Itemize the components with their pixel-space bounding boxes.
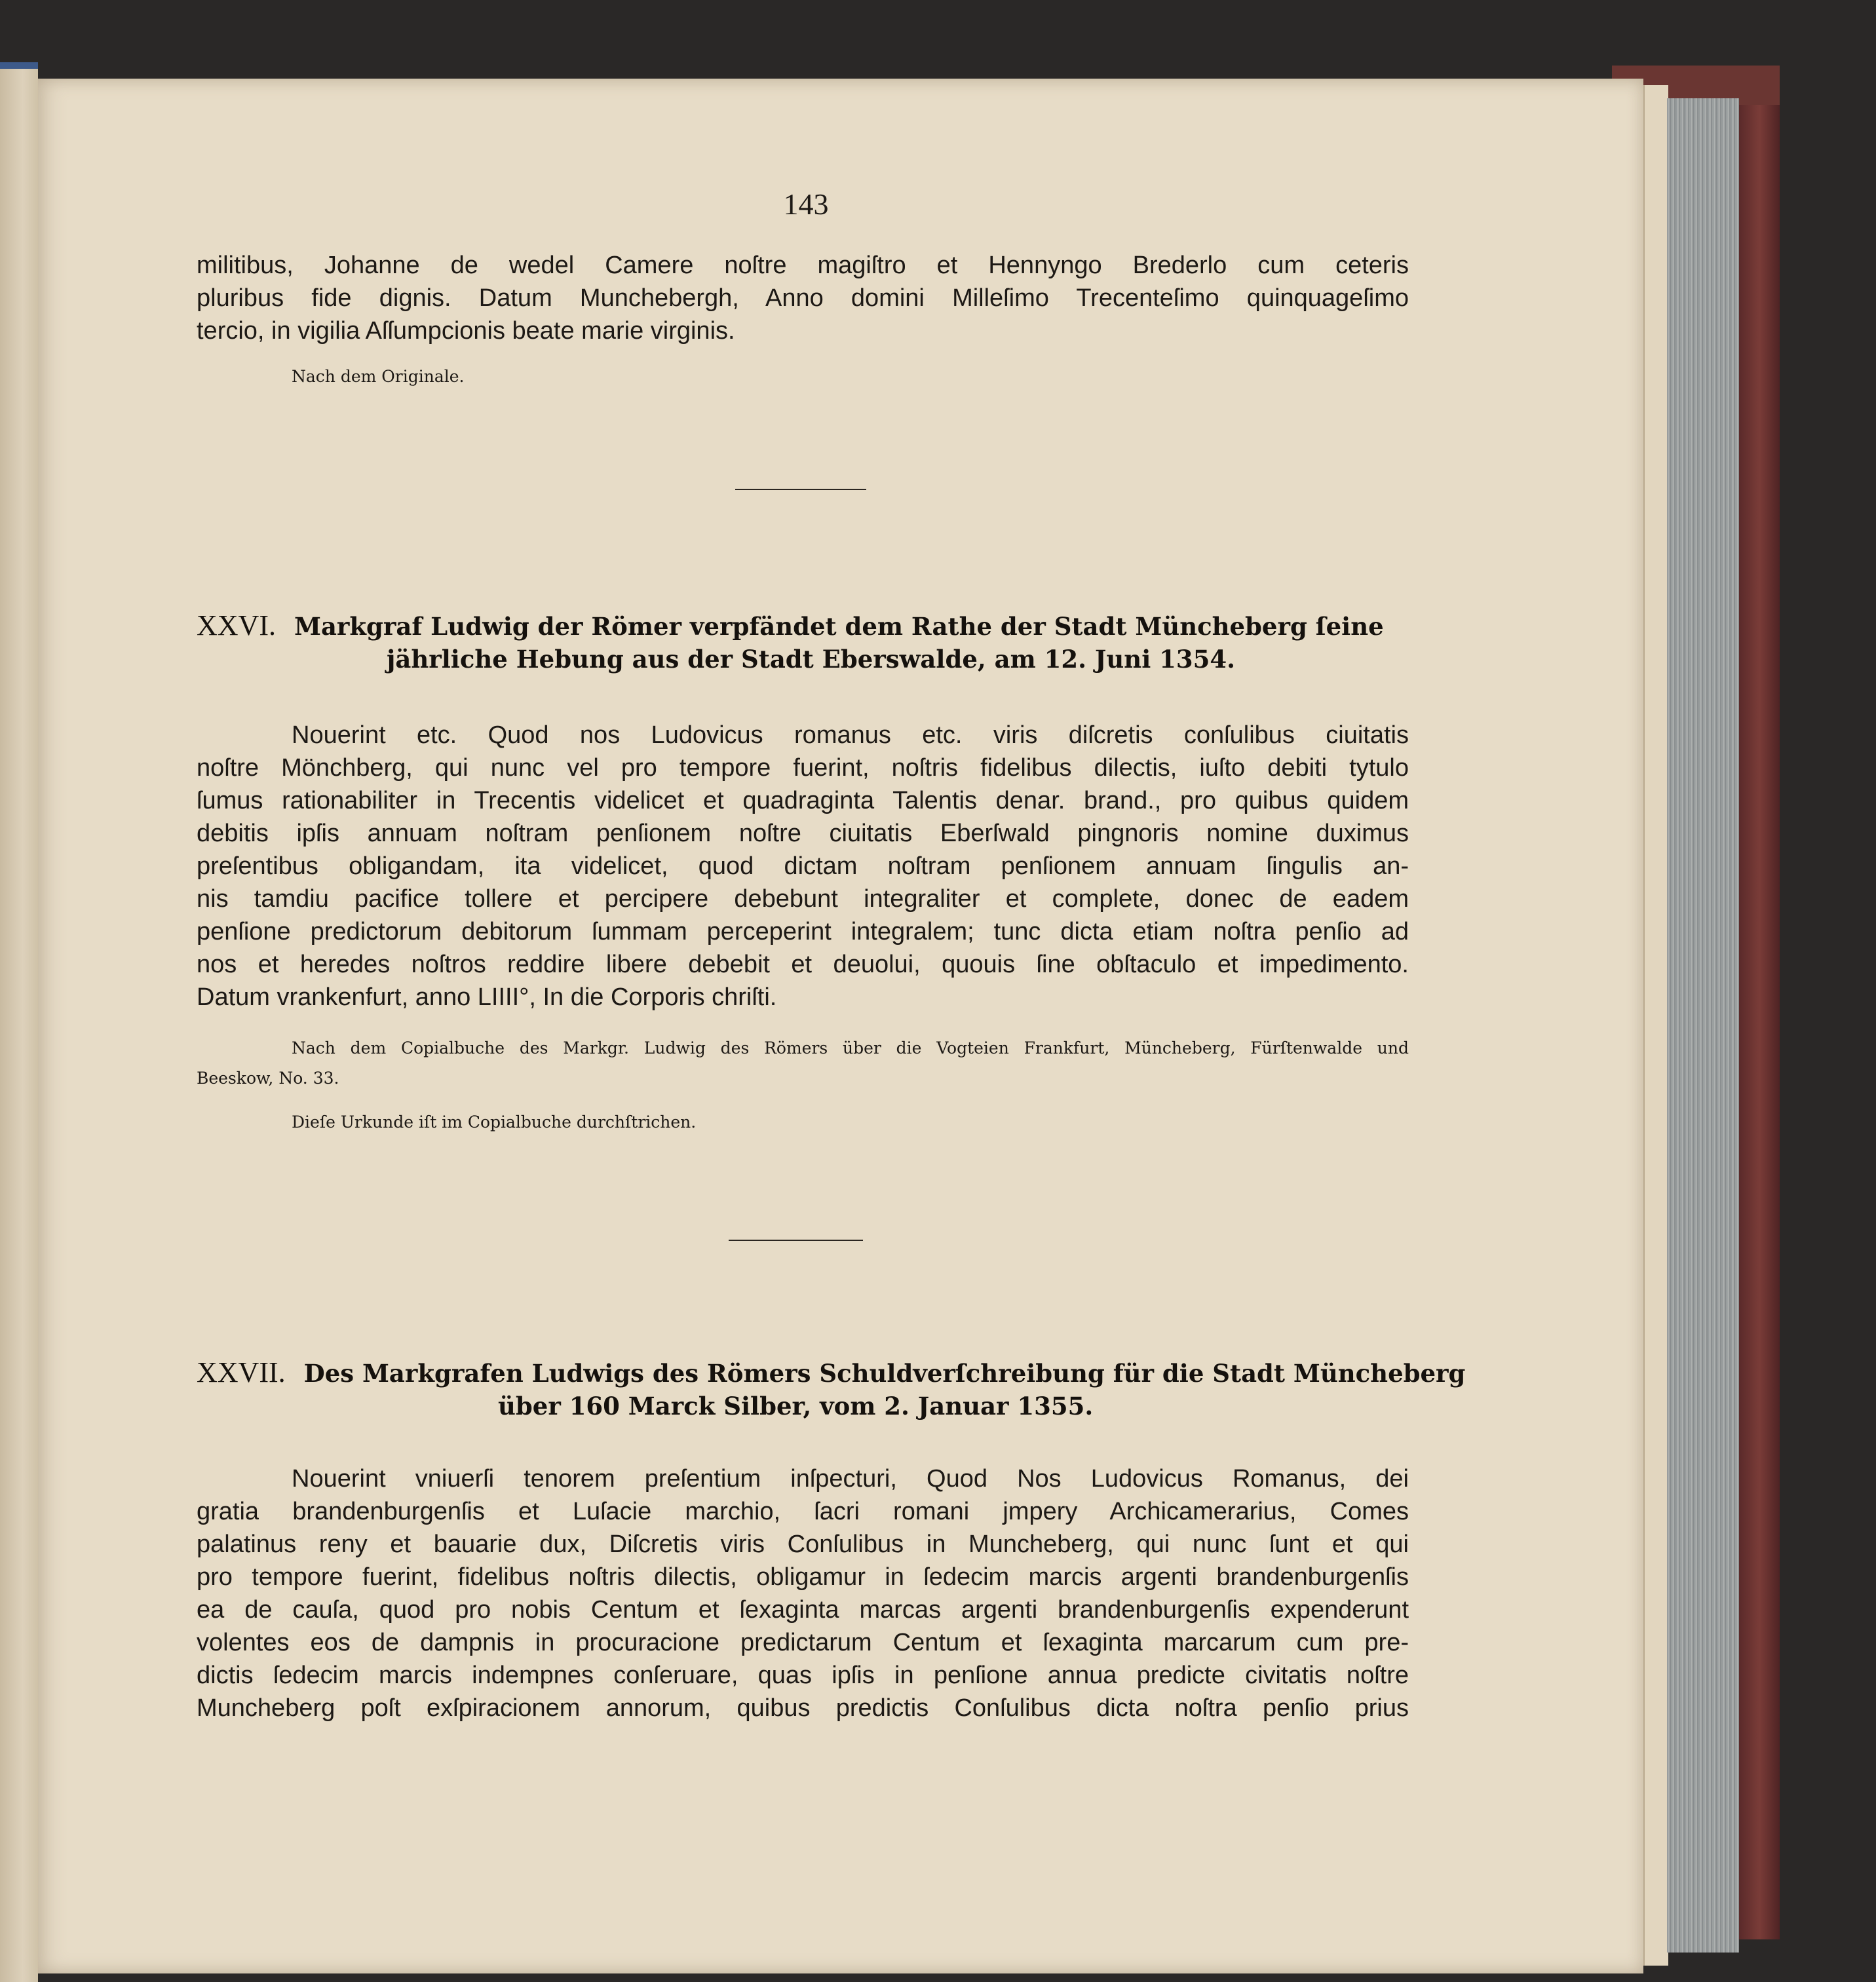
book-cover-spine [1739,105,1780,1939]
note-line: Nach dem Originale. [292,367,465,386]
section-divider [729,1240,863,1241]
text-line: ſumus rationabiliter in Trecentis videlicet et quadraginta Talentis denar. brand., pro quibus quidem [197,787,1409,814]
text-line: debitis ipſis annuam noſtram penſionem noſtre ciuitatis Eberſwald pingnoris nomine duximus [197,820,1409,847]
text-line: ea de cauſa, quod pro nobis Centum et ſexaginta marcas argenti brandenburgenſis expenderunt [197,1596,1409,1624]
document-source-note-xxvi [197,1033,1409,1094]
text-line: Nouerint etc. Quod nos Ludovicus romanus etc. viris diſcretis conſulibus ciuitatis [292,721,1409,749]
heading-title: über 160 Marck Silber, vom 2. Januar 1355. [498,1392,1094,1420]
heading-title: Markgraf Ludwig der Römer verpfändet dem Rathe der Stadt Müncheberg ſeine [294,612,1384,641]
heading-line [197,609,1409,643]
heading-title: Des Markgrafen Ludwigs des Römers Schuldverſchreibung für die Stadt Müncheberg [303,1359,1466,1388]
text-line: dictis ſedecim marcis indempnes conſeruare, quas ipſis in penſione annua predicte civitatis noſtre [197,1662,1409,1689]
text-line: nis tamdiu pacifice tollere et percipere debebunt integraliter et complete, donec de eadem [197,885,1409,913]
text-line: Datum vrankenfurt, anno LIIII°, In die Corporis chriſti. [197,983,777,1011]
text-line: tercio, in vigilia Aſſumpcionis beate marie virginis. [197,317,735,345]
text-line: pro tempore fuerint, fidelibus noſtris dilectis, obligamur in ſedecim marcis argenti brandenburgenſis [197,1563,1409,1591]
document-number: XXVI. [197,609,276,641]
text-line: pluribus fide dignis. Datum Munchebergh, Anno domini Milleſimo Trecenteſimo quinquageſimo [197,284,1409,312]
document-number: XXVII. [197,1356,286,1388]
page-block-edges [1667,98,1739,1953]
text-line: nos et heredes noſtros reddire libere debebit et deuolui, quouis ſine obſtaculo et impedimento. [197,951,1409,978]
document-remark-xxvi [197,1107,1409,1137]
intro-source-note [197,362,1409,392]
text-line: militibus, Johanne de wedel Camere noſtre magiſtro et Hennyngo Brederlo cum ceteris [197,252,1409,279]
text-line: Nouerint vniuerſi tenorem preſentium inſpecturi, Quod Nos Ludovicus Romanus, dei [292,1465,1409,1493]
text-line: gratia brandenburgenſis et Luſacie marchio, ſacri romani jmpery Archicamerarius, Comes [197,1498,1409,1525]
heading-line [197,1356,1466,1390]
text-line: penſione predictorum debitorum ſummam perceperint integralem; tunc dicta etiam noſtra penſio ad [197,918,1409,945]
document-text-xxvi [197,719,1409,1014]
text-line: preſentibus obligandam, ita videlicet, quod dictam noſtram penſionem annuam ſingulis an- [197,852,1409,880]
page-number: 143 [783,187,829,221]
note-line: Dieſe Urkunde iſt im Copialbuche durchſtrichen. [292,1113,697,1132]
section-divider [735,489,866,490]
heading-title: jährliche Hebung aus der Stadt Eberswalde, am 12. Juni 1354. [387,645,1235,674]
page-edge [1643,85,1668,1966]
text-line: Muncheberg poſt exſpiracionem annorum, quibus predictis Conſulibus dicta noſtra penſio prius [197,1694,1409,1722]
intro-paragraph [197,249,1409,347]
document-heading-xxvii [197,1356,1466,1422]
note-line: Nach dem Copialbuche des Markgr. Ludwig des Römers über die Vogteien Frankfurt, Müncheberg, Fürſtenwalde und [292,1039,1409,1058]
text-line: palatinus reny et bauarie dux, Diſcretis viris Conſulibus in Muncheberg, qui nunc ſunt et qui [197,1531,1409,1558]
document-heading-xxvi [197,609,1409,676]
text-line: noſtre Mönchberg, qui nunc vel pro tempore fuerint, noſtris fidelibus dilectis, iuſto debiti tytulo [197,754,1409,782]
text-line: volentes eos de dampnis in procuracione predictarum Centum et ſexaginta marcarum cum pre- [197,1629,1409,1656]
document-text-xxvii [197,1462,1409,1725]
left-page-edge [0,62,38,1982]
note-line: Beeskow, No. 33. [197,1069,339,1088]
